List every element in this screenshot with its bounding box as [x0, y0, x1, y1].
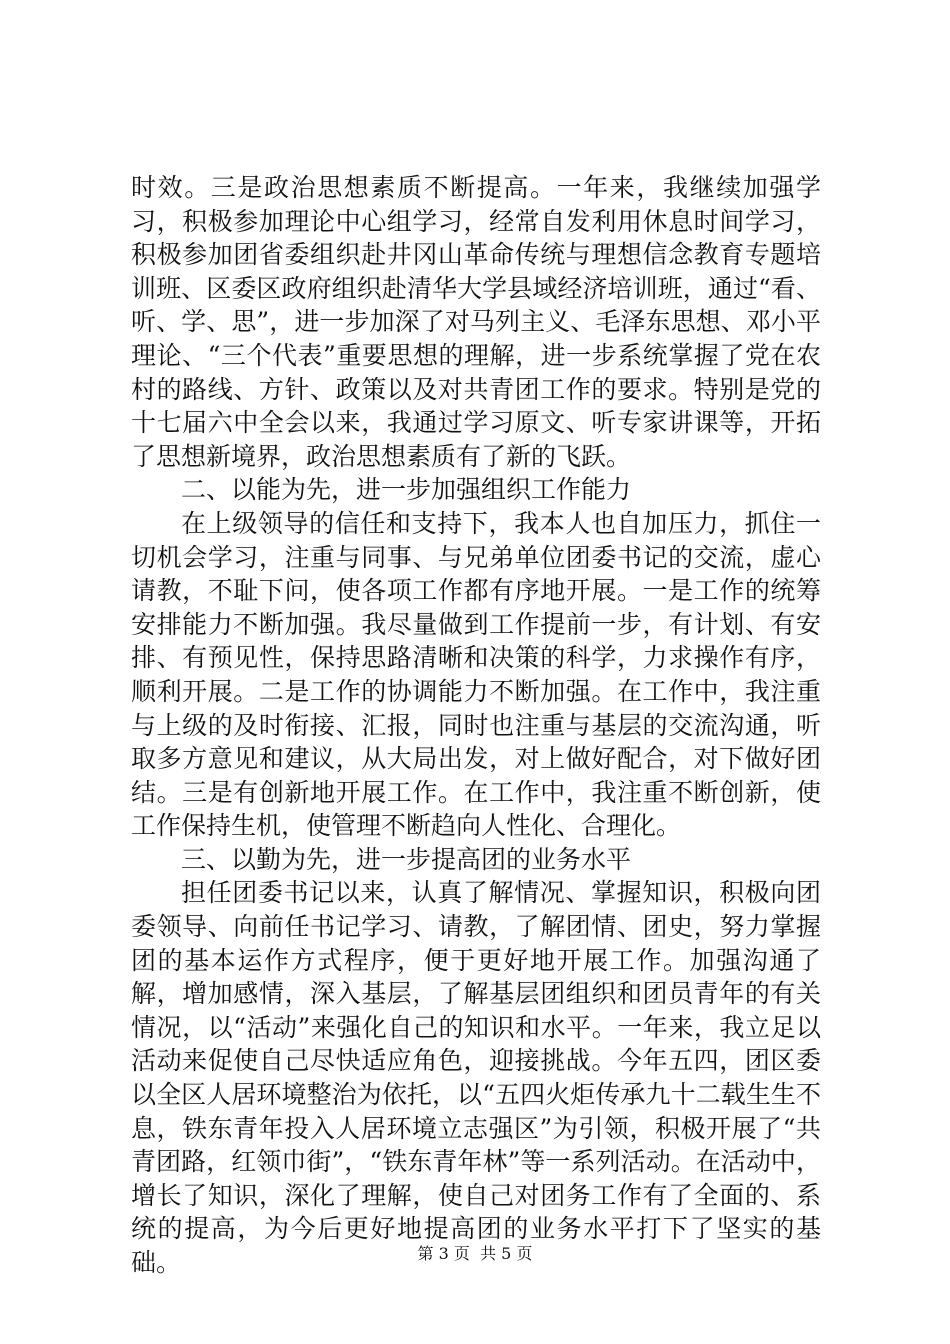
document-body: [131, 171, 821, 1280]
paragraph-continuation: 时效。三是政治思想素质不断提高。一年来，我继续加强学习，积极参加理论中心组学习，经常自发利用休息时间学习，积极参加团省委组织赴井冈山革命传统与理想信念教育专题培训班、区委区政府组织赴清华大学县域经济培训班，通过“看、听、学、思”，进一步加深了对马列主义、毛泽东思想、邓小平理论、“三个代表”重要思想的理解，进一步系统掌握了党在农村的路线、方针、政策以及对共青团工作的要求。特别是党的十七届六中全会以来，我通过学习原文、听专家讲课等，开拓了思想新境界，政治思想素质有了新的飞跃。: [131, 173, 821, 471]
paragraph-organization-ability: 在上级领导的信任和支持下，我本人也自加压力，抓住一切机会学习，注重与同事、与兄弟单位团委书记的交流，虚心请教，不耻下问，使各项工作都有序地开展。一是工作的统筹安排能力不断加强。我尽量做到工作提前一步，有计划、有安排、有预见性，保持思路清晰和决策的科学，力求操作有序，顺利开展。二是工作的协调能力不断加强。在工作中，我注重与上级的及时衔接、汇报，同时也注重与基层的交流沟通，听取多方意见和建议，从大局出发，对上做好配合，对下做好团结。三是有创新地开展工作。在工作中，我注重不断创新，使工作保持生机，使管理不断趋向人性化、合理化。: [131, 508, 821, 841]
section-heading-3: 三、以勤为先，进一步提高团的业务水平: [181, 844, 632, 874]
page-footer: [0, 1244, 950, 1264]
paragraph-business-level: 担任团委书记以来，认真了解情况、掌握知识，积极向团委领导、向前任书记学习、请教，了解团情、团史，努力掌握团的基本运作方式程序，便于更好地开展工作。加强沟通了解，增加感情，深入基层，了解基层团组织和团员青年的有关情况，以“活动”来强化自己的知识和水平。一年来，我立足以活动来促使自己尽快适应角色，迎接挑战。今年五四，团区委以全区人居环境整治为依托，以“五四火炬传承九十二载生生不息，铁东青年投入人居环境立志强区”为引领，积极开展了“共青团路，红领巾街”，“铁东青年林”等一系列活动。在活动中，增长了知识，深化了理解，使自己对团务工作有了全面的、系统的提高，为今后更好地提高团的业务水平打下了坚实的基础。: [131, 878, 821, 1277]
page-number-label: 第 3 页 共 5 页: [417, 1244, 533, 1263]
section-heading-2: 二、以能为先，进一步加强组织工作能力: [181, 475, 632, 505]
